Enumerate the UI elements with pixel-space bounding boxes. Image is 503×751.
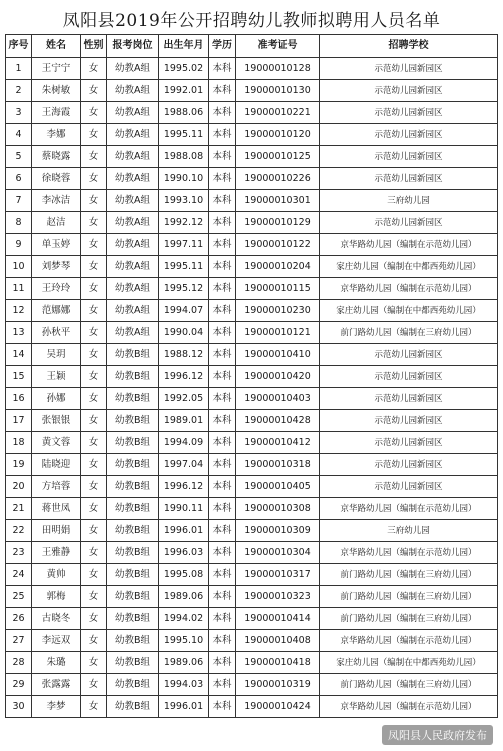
cell-index: 5 <box>6 146 32 168</box>
cell-school: 家庄幼儿园（编制在中都西苑幼儿园） <box>320 256 498 278</box>
cell-position: 幼教A组 <box>107 256 159 278</box>
table-row <box>6 168 498 190</box>
cell-education: 本科 <box>209 652 236 674</box>
cell-birth: 1995.11 <box>159 256 209 278</box>
table-row <box>6 476 498 498</box>
cell-position: 幼教B组 <box>107 410 159 432</box>
cell-gender: 女 <box>81 696 107 718</box>
cell-gender: 女 <box>81 432 107 454</box>
cell-exam-number: 19000010230 <box>236 300 320 322</box>
cell-exam-number: 19000010226 <box>236 168 320 190</box>
cell-exam-number: 19000010121 <box>236 322 320 344</box>
table-row <box>6 278 498 300</box>
cell-birth: 1994.07 <box>159 300 209 322</box>
cell-gender: 女 <box>81 608 107 630</box>
cell-exam-number: 19000010309 <box>236 520 320 542</box>
cell-education: 本科 <box>209 190 236 212</box>
cell-birth: 1996.12 <box>159 366 209 388</box>
cell-school: 示范幼儿园新园区 <box>320 102 498 124</box>
cell-education: 本科 <box>209 58 236 80</box>
table-row <box>6 432 498 454</box>
cell-index: 17 <box>6 410 32 432</box>
cell-exam-number: 19000010204 <box>236 256 320 278</box>
cell-education: 本科 <box>209 234 236 256</box>
cell-birth: 1997.04 <box>159 454 209 476</box>
cell-school: 前门路幼儿园（编制在三府幼儿园） <box>320 586 498 608</box>
watermark: 凤阳县人民政府发布 <box>382 725 493 745</box>
cell-exam-number: 19000010122 <box>236 234 320 256</box>
cell-birth: 1992.12 <box>159 212 209 234</box>
cell-index: 27 <box>6 630 32 652</box>
cell-index: 21 <box>6 498 32 520</box>
cell-education: 本科 <box>209 366 236 388</box>
table-row <box>6 300 498 322</box>
cell-school: 前门路幼儿园（编制在三府幼儿园） <box>320 564 498 586</box>
cell-exam-number: 19000010414 <box>236 608 320 630</box>
roster-table <box>5 34 498 718</box>
cell-gender: 女 <box>81 410 107 432</box>
header-col-exam-number: 准考证号 <box>236 35 320 58</box>
cell-school: 前门路幼儿园（编制在三府幼儿园） <box>320 322 498 344</box>
cell-name: 孙娜 <box>32 388 81 410</box>
cell-education: 本科 <box>209 256 236 278</box>
cell-index: 1 <box>6 58 32 80</box>
cell-exam-number: 19000010221 <box>236 102 320 124</box>
table-row <box>6 322 498 344</box>
cell-name: 李娜 <box>32 124 81 146</box>
table-row <box>6 58 498 80</box>
cell-name: 黄帅 <box>32 564 81 586</box>
cell-gender: 女 <box>81 212 107 234</box>
table-row <box>6 564 498 586</box>
cell-position: 幼教A组 <box>107 322 159 344</box>
cell-position: 幼教A组 <box>107 168 159 190</box>
cell-name: 范娜娜 <box>32 300 81 322</box>
cell-birth: 1996.03 <box>159 542 209 564</box>
cell-name: 刘梦琴 <box>32 256 81 278</box>
cell-school: 三府幼儿园 <box>320 190 498 212</box>
cell-position: 幼教B组 <box>107 630 159 652</box>
header-col-school: 招聘学校 <box>320 35 498 58</box>
cell-school: 京华路幼儿园（编制在示范幼儿园） <box>320 696 498 718</box>
cell-name: 王雅静 <box>32 542 81 564</box>
table-row <box>6 652 498 674</box>
cell-school: 前门路幼儿园（编制在三府幼儿园） <box>320 608 498 630</box>
cell-exam-number: 19000010125 <box>236 146 320 168</box>
cell-position: 幼教A组 <box>107 212 159 234</box>
cell-education: 本科 <box>209 410 236 432</box>
cell-position: 幼教B组 <box>107 476 159 498</box>
header-col-education: 学历 <box>209 35 236 58</box>
cell-education: 本科 <box>209 322 236 344</box>
cell-position: 幼教A组 <box>107 278 159 300</box>
cell-gender: 女 <box>81 146 107 168</box>
cell-birth: 1996.12 <box>159 476 209 498</box>
table-row <box>6 454 498 476</box>
cell-education: 本科 <box>209 102 236 124</box>
cell-exam-number: 19000010428 <box>236 410 320 432</box>
header-col-birth: 出生年月 <box>159 35 209 58</box>
cell-exam-number: 19000010412 <box>236 432 320 454</box>
cell-school: 示范幼儿园新园区 <box>320 124 498 146</box>
cell-school: 示范幼儿园新园区 <box>320 212 498 234</box>
header-col-index: 序号 <box>6 35 32 58</box>
cell-index: 16 <box>6 388 32 410</box>
cell-position: 幼教B组 <box>107 652 159 674</box>
cell-position: 幼教B组 <box>107 564 159 586</box>
cell-exam-number: 19000010424 <box>236 696 320 718</box>
cell-gender: 女 <box>81 476 107 498</box>
cell-birth: 1988.12 <box>159 344 209 366</box>
cell-index: 26 <box>6 608 32 630</box>
cell-name: 王海霞 <box>32 102 81 124</box>
cell-exam-number: 19000010130 <box>236 80 320 102</box>
cell-index: 10 <box>6 256 32 278</box>
cell-education: 本科 <box>209 630 236 652</box>
cell-school: 京华路幼儿园（编制在示范幼儿园） <box>320 498 498 520</box>
cell-gender: 女 <box>81 344 107 366</box>
table-row <box>6 674 498 696</box>
cell-school: 示范幼儿园新园区 <box>320 366 498 388</box>
table-row <box>6 146 498 168</box>
cell-birth: 1992.05 <box>159 388 209 410</box>
cell-index: 30 <box>6 696 32 718</box>
cell-exam-number: 19000010128 <box>236 58 320 80</box>
table-row <box>6 212 498 234</box>
cell-position: 幼教B组 <box>107 608 159 630</box>
cell-birth: 1994.02 <box>159 608 209 630</box>
cell-position: 幼教B组 <box>107 344 159 366</box>
cell-name: 孙秋平 <box>32 322 81 344</box>
cell-index: 29 <box>6 674 32 696</box>
cell-school: 京华路幼儿园（编制在示范幼儿园） <box>320 630 498 652</box>
cell-index: 23 <box>6 542 32 564</box>
cell-birth: 1990.04 <box>159 322 209 344</box>
cell-index: 6 <box>6 168 32 190</box>
cell-birth: 1995.08 <box>159 564 209 586</box>
table-row <box>6 344 498 366</box>
cell-gender: 女 <box>81 102 107 124</box>
cell-education: 本科 <box>209 300 236 322</box>
cell-gender: 女 <box>81 520 107 542</box>
cell-name: 朱璐 <box>32 652 81 674</box>
cell-exam-number: 19000010308 <box>236 498 320 520</box>
table-row <box>6 234 498 256</box>
cell-position: 幼教A组 <box>107 190 159 212</box>
table-row <box>6 608 498 630</box>
cell-gender: 女 <box>81 454 107 476</box>
cell-school: 前门路幼儿园（编制在三府幼儿园） <box>320 674 498 696</box>
cell-position: 幼教B组 <box>107 498 159 520</box>
cell-index: 15 <box>6 366 32 388</box>
cell-position: 幼教B组 <box>107 388 159 410</box>
table-row <box>6 542 498 564</box>
cell-school: 示范幼儿园新园区 <box>320 344 498 366</box>
cell-birth: 1990.11 <box>159 498 209 520</box>
cell-position: 幼教A组 <box>107 300 159 322</box>
cell-gender: 女 <box>81 278 107 300</box>
cell-position: 幼教B组 <box>107 542 159 564</box>
cell-school: 京华路幼儿园（编制在示范幼儿园） <box>320 278 498 300</box>
cell-name: 方培蓉 <box>32 476 81 498</box>
cell-gender: 女 <box>81 256 107 278</box>
cell-exam-number: 19000010403 <box>236 388 320 410</box>
cell-exam-number: 19000010405 <box>236 476 320 498</box>
cell-gender: 女 <box>81 586 107 608</box>
cell-index: 25 <box>6 586 32 608</box>
cell-position: 幼教B组 <box>107 432 159 454</box>
cell-position: 幼教B组 <box>107 366 159 388</box>
cell-education: 本科 <box>209 388 236 410</box>
cell-education: 本科 <box>209 454 236 476</box>
cell-position: 幼教A组 <box>107 234 159 256</box>
cell-index: 4 <box>6 124 32 146</box>
cell-gender: 女 <box>81 564 107 586</box>
cell-education: 本科 <box>209 278 236 300</box>
cell-position: 幼教B组 <box>107 586 159 608</box>
cell-index: 12 <box>6 300 32 322</box>
table-row <box>6 80 498 102</box>
cell-exam-number: 19000010304 <box>236 542 320 564</box>
cell-name: 张露露 <box>32 674 81 696</box>
cell-education: 本科 <box>209 80 236 102</box>
cell-gender: 女 <box>81 322 107 344</box>
cell-name: 蔡晓露 <box>32 146 81 168</box>
cell-index: 14 <box>6 344 32 366</box>
cell-gender: 女 <box>81 80 107 102</box>
cell-exam-number: 19000010319 <box>236 674 320 696</box>
page-title: 凤阳县2019年公开招聘幼儿教师拟聘用人员名单 <box>62 11 441 31</box>
cell-name: 黄文蓉 <box>32 432 81 454</box>
cell-birth: 1989.06 <box>159 652 209 674</box>
cell-position: 幼教A组 <box>107 80 159 102</box>
cell-name: 王颖 <box>32 366 81 388</box>
cell-gender: 女 <box>81 498 107 520</box>
cell-gender: 女 <box>81 190 107 212</box>
table-row <box>6 630 498 652</box>
cell-name: 李梦 <box>32 696 81 718</box>
cell-position: 幼教A组 <box>107 102 159 124</box>
cell-school: 示范幼儿园新园区 <box>320 454 498 476</box>
cell-school: 示范幼儿园新园区 <box>320 432 498 454</box>
cell-education: 本科 <box>209 564 236 586</box>
cell-birth: 1993.10 <box>159 190 209 212</box>
cell-school: 家庄幼儿园（编制在中都西苑幼儿园） <box>320 300 498 322</box>
cell-name: 陆晓迎 <box>32 454 81 476</box>
cell-exam-number: 19000010129 <box>236 212 320 234</box>
cell-exam-number: 19000010115 <box>236 278 320 300</box>
cell-index: 13 <box>6 322 32 344</box>
cell-gender: 女 <box>81 366 107 388</box>
table-row <box>6 388 498 410</box>
cell-gender: 女 <box>81 124 107 146</box>
cell-birth: 1994.09 <box>159 432 209 454</box>
cell-position: 幼教B组 <box>107 696 159 718</box>
table-row <box>6 102 498 124</box>
cell-name: 吴玥 <box>32 344 81 366</box>
cell-education: 本科 <box>209 212 236 234</box>
cell-index: 9 <box>6 234 32 256</box>
cell-birth: 1995.10 <box>159 630 209 652</box>
cell-birth: 1996.01 <box>159 520 209 542</box>
table-header-row <box>6 35 498 58</box>
cell-education: 本科 <box>209 168 236 190</box>
cell-education: 本科 <box>209 344 236 366</box>
table-row <box>6 124 498 146</box>
cell-birth: 1992.01 <box>159 80 209 102</box>
cell-gender: 女 <box>81 168 107 190</box>
cell-birth: 1988.08 <box>159 146 209 168</box>
table-row <box>6 520 498 542</box>
header-col-gender: 性别 <box>81 35 107 58</box>
cell-index: 11 <box>6 278 32 300</box>
cell-index: 18 <box>6 432 32 454</box>
cell-position: 幼教B组 <box>107 520 159 542</box>
cell-position: 幼教B组 <box>107 674 159 696</box>
cell-index: 28 <box>6 652 32 674</box>
cell-name: 赵洁 <box>32 212 81 234</box>
cell-birth: 1996.01 <box>159 696 209 718</box>
cell-gender: 女 <box>81 300 107 322</box>
cell-gender: 女 <box>81 652 107 674</box>
cell-name: 李远双 <box>32 630 81 652</box>
cell-exam-number: 19000010323 <box>236 586 320 608</box>
cell-exam-number: 19000010318 <box>236 454 320 476</box>
cell-index: 19 <box>6 454 32 476</box>
table-row <box>6 696 498 718</box>
cell-education: 本科 <box>209 586 236 608</box>
cell-index: 20 <box>6 476 32 498</box>
cell-education: 本科 <box>209 124 236 146</box>
cell-gender: 女 <box>81 234 107 256</box>
cell-school: 家庄幼儿园（编制在中都西苑幼儿园） <box>320 652 498 674</box>
cell-birth: 1995.02 <box>159 58 209 80</box>
cell-education: 本科 <box>209 674 236 696</box>
cell-birth: 1989.06 <box>159 586 209 608</box>
cell-gender: 女 <box>81 58 107 80</box>
cell-birth: 1990.10 <box>159 168 209 190</box>
cell-education: 本科 <box>209 146 236 168</box>
cell-position: 幼教A组 <box>107 124 159 146</box>
cell-position: 幼教B组 <box>107 454 159 476</box>
cell-index: 24 <box>6 564 32 586</box>
cell-index: 3 <box>6 102 32 124</box>
cell-education: 本科 <box>209 542 236 564</box>
cell-name: 王玲玲 <box>32 278 81 300</box>
cell-exam-number: 19000010420 <box>236 366 320 388</box>
cell-name: 徐晓蓉 <box>32 168 81 190</box>
table-row <box>6 410 498 432</box>
cell-birth: 1989.01 <box>159 410 209 432</box>
table-row <box>6 366 498 388</box>
cell-name: 郭梅 <box>32 586 81 608</box>
cell-name: 张银银 <box>32 410 81 432</box>
header-col-position: 报考岗位 <box>107 35 159 58</box>
cell-exam-number: 19000010317 <box>236 564 320 586</box>
cell-exam-number: 19000010410 <box>236 344 320 366</box>
cell-exam-number: 19000010408 <box>236 630 320 652</box>
cell-education: 本科 <box>209 608 236 630</box>
cell-education: 本科 <box>209 498 236 520</box>
cell-school: 示范幼儿园新园区 <box>320 80 498 102</box>
cell-school: 京华路幼儿园（编制在示范幼儿园） <box>320 542 498 564</box>
cell-exam-number: 19000010301 <box>236 190 320 212</box>
cell-education: 本科 <box>209 696 236 718</box>
cell-name: 单玉婷 <box>32 234 81 256</box>
cell-school: 示范幼儿园新园区 <box>320 388 498 410</box>
cell-index: 7 <box>6 190 32 212</box>
cell-birth: 1994.03 <box>159 674 209 696</box>
cell-gender: 女 <box>81 630 107 652</box>
table-row <box>6 586 498 608</box>
cell-birth: 1997.11 <box>159 234 209 256</box>
cell-index: 2 <box>6 80 32 102</box>
cell-position: 幼教A组 <box>107 146 159 168</box>
cell-exam-number: 19000010120 <box>236 124 320 146</box>
cell-exam-number: 19000010418 <box>236 652 320 674</box>
cell-position: 幼教A组 <box>107 58 159 80</box>
cell-school: 示范幼儿园新园区 <box>320 410 498 432</box>
cell-gender: 女 <box>81 388 107 410</box>
cell-name: 蒋世凤 <box>32 498 81 520</box>
cell-school: 示范幼儿园新园区 <box>320 58 498 80</box>
cell-birth: 1988.06 <box>159 102 209 124</box>
cell-school: 京华路幼儿园（编制在示范幼儿园） <box>320 234 498 256</box>
cell-index: 22 <box>6 520 32 542</box>
cell-education: 本科 <box>209 520 236 542</box>
cell-birth: 1995.11 <box>159 124 209 146</box>
cell-birth: 1995.12 <box>159 278 209 300</box>
cell-education: 本科 <box>209 432 236 454</box>
table-row <box>6 256 498 278</box>
cell-school: 示范幼儿园新园区 <box>320 168 498 190</box>
cell-gender: 女 <box>81 542 107 564</box>
table-row <box>6 190 498 212</box>
table-row <box>6 498 498 520</box>
cell-school: 三府幼儿园 <box>320 520 498 542</box>
cell-school: 示范幼儿园新园区 <box>320 146 498 168</box>
cell-name: 古晓冬 <box>32 608 81 630</box>
cell-name: 朱树敏 <box>32 80 81 102</box>
cell-index: 8 <box>6 212 32 234</box>
cell-school: 示范幼儿园新园区 <box>320 476 498 498</box>
cell-name: 田明娟 <box>32 520 81 542</box>
cell-gender: 女 <box>81 674 107 696</box>
table-body <box>6 58 498 718</box>
cell-education: 本科 <box>209 476 236 498</box>
cell-name: 王宁宁 <box>32 58 81 80</box>
header-col-name: 姓名 <box>32 35 81 58</box>
cell-name: 李冰洁 <box>32 190 81 212</box>
